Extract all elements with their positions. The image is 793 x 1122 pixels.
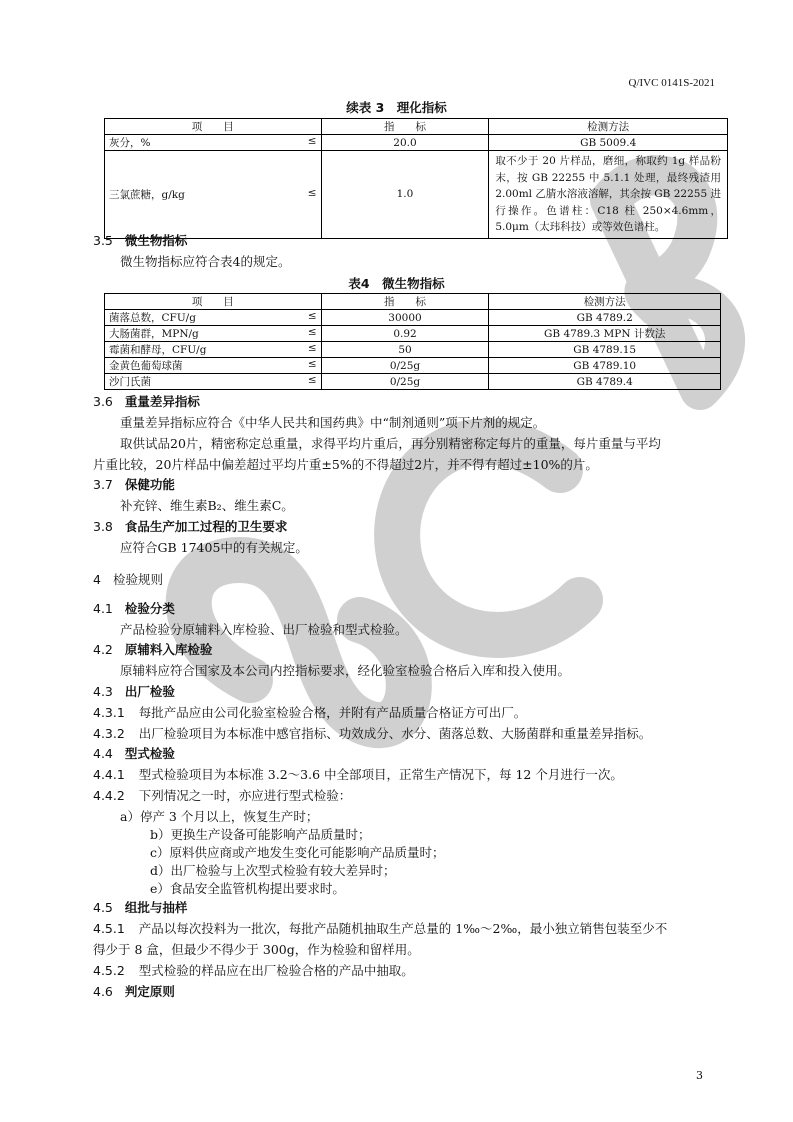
table3-row-item <box>105 151 322 239</box>
table3-header-row <box>105 119 728 135</box>
table3-row-method: 取不少于 20 片样品，磨细，称取约 1g 样品粉末，按 GB 22255 中 5.1.1 处理，最终残渣用 2.00ml 乙腈水溶液溶解，其余按 GB 22255 进行操作。色谱柱：C18 柱 250×4.6mm，5.0μm（太玮科技）或等效色谱柱。 <box>489 151 728 239</box>
table-row <box>105 342 721 358</box>
section-4-1-heading <box>93 601 175 617</box>
table4-row-item <box>105 374 322 390</box>
clause-text: 出厂检验项目为本标准中感官指标、功效成分、水分、菌落总数、大肠菌群和重量差异指标。 <box>138 726 652 741</box>
page-number: 3 <box>696 1069 703 1082</box>
table4-row-method: GB 4789.15 <box>489 342 721 358</box>
table4 <box>104 293 721 390</box>
le-symbol: ≤ <box>307 186 317 199</box>
table4-row-method: GB 4789.3 MPN 计数法 <box>489 326 721 342</box>
section-3-6-para1: 重量差异指标应符合《中华人民共和国药典》中“制剂通则”项下片剂的规定。 <box>120 415 546 430</box>
le-symbol: ≤ <box>307 374 317 386</box>
section-number: 4.3 <box>93 684 113 699</box>
table4-row-method: GB 4789.4 <box>489 374 721 390</box>
clause-number: 4.3.1 <box>93 705 125 720</box>
section-number: 4.2 <box>93 642 113 657</box>
table3-header-method: 检测方法 <box>489 119 728 135</box>
table3-row-method: GB 5009.4 <box>489 135 728 151</box>
le-symbol: ≤ <box>307 326 317 338</box>
table4-row-method: GB 4789.2 <box>489 310 721 326</box>
clause-number: 4.3.2 <box>93 726 125 741</box>
clause-number: 4.5.2 <box>93 963 125 978</box>
section-3-8-text: 应符合GB 17405中的有关规定。 <box>120 540 308 555</box>
clause-text: 每批产品应由公司化验室检验合格，并附有产品质量合格证方可出厂。 <box>138 705 527 720</box>
table4-row-item <box>105 358 322 374</box>
table-row <box>105 374 721 390</box>
section-title: 微生物指标 <box>124 233 188 248</box>
list-item: d）出厂检验与上次型式检验有较大差异时； <box>150 863 396 878</box>
list-item: e）食品安全监管机构提出要求时。 <box>150 881 345 896</box>
section-title: 判定原则 <box>124 984 175 999</box>
table4-row-item <box>105 342 322 358</box>
section-3-5-text: 微生物指标应符合表4的规定。 <box>120 254 291 269</box>
section-3-7-text: 补充锌、维生素B₂、维生素C。 <box>120 498 294 513</box>
table4-header-index: 指 标 <box>321 294 489 310</box>
section-3-5-heading <box>93 233 187 249</box>
table3-row-value: 1.0 <box>321 151 489 239</box>
list-item: c）原料供应商或产地发生变化可能影响产品质量时； <box>150 845 445 860</box>
section-number: 3.6 <box>93 394 113 409</box>
table4-row-value: 50 <box>321 342 489 358</box>
table-row <box>105 151 728 239</box>
table4-row-value: 0.92 <box>321 326 489 342</box>
table-row <box>105 326 721 342</box>
section-4-5-heading <box>93 900 187 916</box>
table3-row-item <box>105 135 322 151</box>
section-title: 检验规则 <box>112 572 163 587</box>
table3-header-item: 项 目 <box>105 119 322 135</box>
section-4-3-1 <box>93 705 526 721</box>
section-4-4-heading <box>93 746 175 762</box>
section-title: 原辅料入库检验 <box>124 642 213 657</box>
item-label: 金黄色葡萄球菌 <box>109 360 183 372</box>
watermark-letter-s <box>189 560 409 725</box>
section-number: 4 <box>93 572 101 587</box>
table-row <box>105 135 728 151</box>
table3 <box>104 118 728 239</box>
item-label: 菌落总数，CFU/g <box>109 312 196 324</box>
clause-text: 型式检验的样品应在出厂检验合格的产品中抽取。 <box>138 963 414 978</box>
list-item: b）更换生产设备可能影响产品质量时； <box>150 827 371 842</box>
section-4-2-text: 原辅料应符合国家及本公司内控指标要求，经化验室检验合格后入库和投入使用。 <box>120 663 571 678</box>
item-label: 大肠菌群，MPN/g <box>109 328 199 340</box>
le-symbol: ≤ <box>307 358 317 370</box>
table4-row-item <box>105 326 322 342</box>
clause-number: 4.4.2 <box>93 788 125 803</box>
section-3-6-heading <box>93 394 200 410</box>
le-symbol: ≤ <box>307 310 317 322</box>
table3-title: 续表 3 理化指标 <box>346 100 447 115</box>
section-4-4-1 <box>93 767 623 783</box>
clause-number: 4.4.1 <box>93 767 125 782</box>
clause-text: 下列情况之一时，亦应进行型式检验： <box>138 788 352 803</box>
section-title: 重量差异指标 <box>124 394 200 409</box>
section-number: 3.8 <box>93 519 113 534</box>
table4-header-item: 项 目 <box>105 294 322 310</box>
item-label: 沙门氏菌 <box>109 376 151 388</box>
list-item: a）停产 3 个月以上，恢复生产时； <box>120 809 319 824</box>
section-number: 3.5 <box>93 233 113 248</box>
section-title: 组批与抽样 <box>124 900 188 915</box>
section-4-3-2 <box>93 726 651 742</box>
section-3-6-para2a: 取供试品20片，精密称定总重量，求得平均片重后，再分别精密称定每片的重量，每片重量与平均 <box>120 436 661 451</box>
table4-header-row <box>105 294 721 310</box>
section-number: 4.6 <box>93 984 113 999</box>
section-3-6-para2b: 片重比较，20片样品中偏差超过平均片重±5%的不得超过2片，并不得有超过±10%的片。 <box>93 457 598 472</box>
section-4-2-heading <box>93 642 212 658</box>
table3-header-index: 指 标 <box>321 119 489 135</box>
standard-code: Q/IVC 0141S-2021 <box>628 77 715 89</box>
section-4-1-text: 产品检验分原辅料入库检验、出厂检验和型式检验。 <box>120 622 408 637</box>
section-4-5-1 <box>93 921 667 937</box>
section-4-heading <box>93 572 163 588</box>
section-number: 4.5 <box>93 900 113 915</box>
item-label: 霉菌和酵母，CFU/g <box>109 344 207 356</box>
section-number: 3.7 <box>93 477 113 492</box>
table4-row-value: 0/25g <box>321 358 489 374</box>
section-4-3-heading <box>93 684 175 700</box>
table4-row-item <box>105 310 322 326</box>
item-label: 三氯蔗糖，g/kg <box>109 188 185 201</box>
section-4-5-2 <box>93 963 414 979</box>
section-title: 型式检验 <box>124 746 175 761</box>
table4-row-method: GB 4789.10 <box>489 358 721 374</box>
clause-number: 4.5.1 <box>93 921 125 936</box>
table4-row-value: 30000 <box>321 310 489 326</box>
section-title: 检验分类 <box>124 601 175 616</box>
table4-title: 表4 微生物指标 <box>348 276 445 291</box>
clause-text: 产品以每次投料为一批次，每批产品随机抽取生产总量的 1‰～2‰，最小独立销售包装至少不 <box>138 921 668 936</box>
section-4-6-heading <box>93 984 175 1000</box>
section-title: 保健功能 <box>124 477 175 492</box>
section-title: 食品生产加工过程的卫生要求 <box>124 519 288 534</box>
le-symbol: ≤ <box>307 342 317 354</box>
le-symbol: ≤ <box>307 135 317 147</box>
section-number: 4.4 <box>93 746 113 761</box>
section-4-5-1-cont: 得少于 8 盒，但最少不得少于 300g，作为检验和留样用。 <box>93 942 420 957</box>
table4-header-method: 检测方法 <box>489 294 721 310</box>
item-label: 灰分，% <box>109 137 151 149</box>
table4-row-value: 0/25g <box>321 374 489 390</box>
section-3-8-heading <box>93 519 287 535</box>
section-4-4-2 <box>93 788 351 804</box>
clause-text: 型式检验项目为本标准 3.2～3.6 中全部项目，正常生产情况下，每 12 个月进行一次。 <box>138 767 623 782</box>
section-number: 4.1 <box>93 601 113 616</box>
table-row <box>105 310 721 326</box>
section-3-7-heading <box>93 477 175 493</box>
table-row <box>105 358 721 374</box>
section-title: 出厂检验 <box>124 684 175 699</box>
table3-row-value: 20.0 <box>321 135 489 151</box>
